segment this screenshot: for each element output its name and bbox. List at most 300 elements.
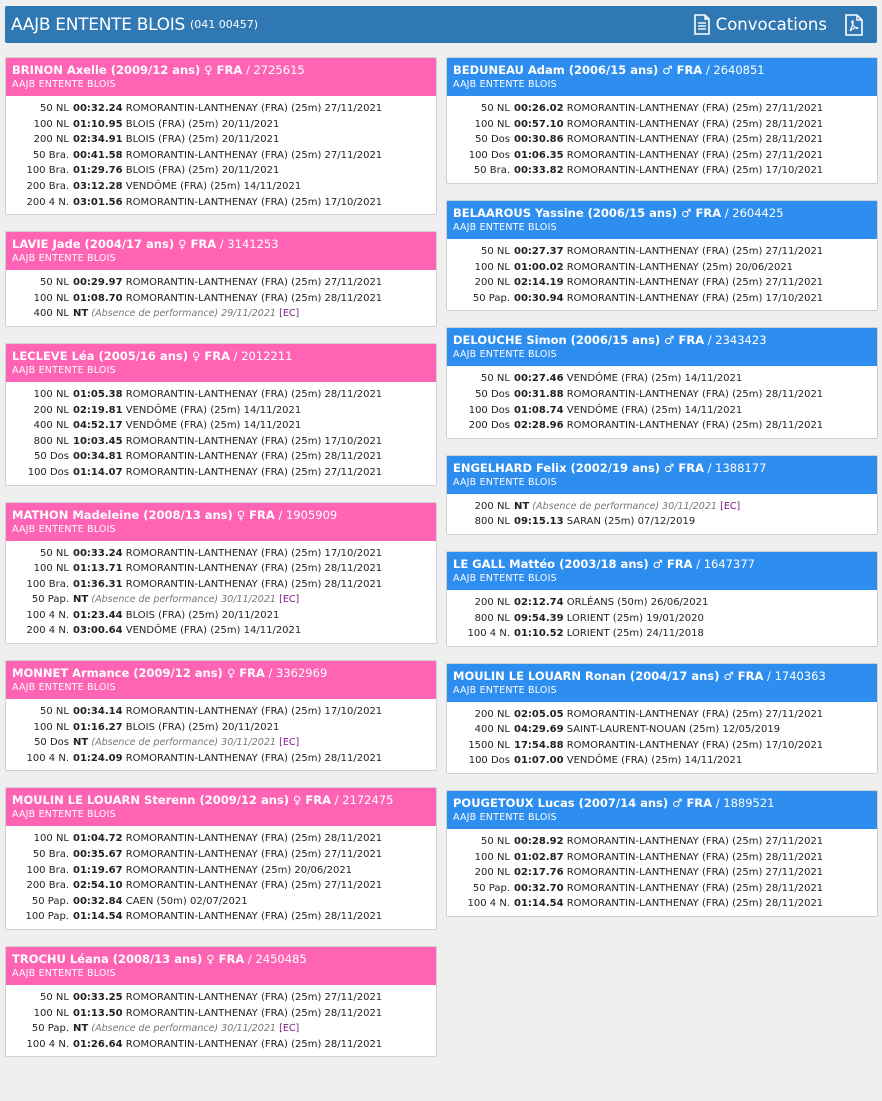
performance-row [6,403,436,419]
ec-tag: [EC] [279,308,300,320]
performance-time: 00:30.94 [514,292,564,304]
performance-place: ROMORANTIN-LANTHENAY (25m) 20/06/2021 [566,261,794,273]
swimmer-card [446,57,878,184]
performance-time: 01:10.52 [514,628,564,640]
event-name: 50 Dos [475,388,510,400]
event-name: 50 NL [40,706,69,718]
swimmer-card [446,200,878,311]
performance-row [447,418,877,434]
swimmer-name[interactable]: LAVIE Jade (2004/17 ans) ♀ FRA [12,237,217,252]
absence-note: (Absence de performance) 29/11/2021 [91,308,276,320]
performance-place: ROMORANTIN-LANTHENAY (FRA) (25m) 27/11/2021 [566,149,824,161]
event-name: 50 NL [481,103,510,114]
performance-time: 01:19.67 [73,864,123,876]
performance-row [6,132,436,148]
swimmer-name[interactable]: BRINON Axelle (2009/12 ans) ♀ FRA [12,63,243,77]
performance-place: ROMORANTIN-LANTHENAY (FRA) (25m) 27/11/2021 [566,867,824,879]
absence-note: (Absence de performance) 30/11/2021 [532,500,717,512]
event-name: 50 Pap. [31,895,69,907]
license-number: / 1647377 [692,556,755,571]
swimmer-club: AAJB ENTENTE BLOIS [12,79,116,90]
performance-time: NT [514,500,530,512]
performance-row [6,847,436,863]
performance-place: VENDÔME (FRA) (25m) 14/11/2021 [125,420,302,432]
performance-row [6,434,436,450]
performance-time: 01:36.31 [73,578,123,590]
performance-place: ROMORANTIN-LANTHENAY (25m) 20/06/2021 [125,864,353,876]
swimmer-header[interactable] [6,232,436,270]
performance-row [447,387,877,403]
performance-time: 00:30.86 [514,134,564,146]
performance-row [447,403,877,419]
swimmer-club: AAJB ENTENTE BLOIS [453,572,557,584]
swimmer-header[interactable] [447,552,877,590]
male-swimmers-column [446,57,878,933]
performance-time: 01:14.54 [73,911,123,923]
performance-list [6,382,436,485]
performance-place: ROMORANTIN-LANTHENAY (FRA) (25m) 27/11/2021 [125,103,383,114]
performance-time: 00:32.70 [514,882,564,894]
performance-place: ROMORANTIN-LANTHENAY (FRA) (25m) 27/11/2021 [566,836,824,848]
performance-list [447,366,877,437]
performance-place: LORIENT (25m) 24/11/2018 [566,628,704,640]
event-name: 800 NL [474,612,510,624]
event-name: 100 NL [474,261,510,273]
performance-time: 09:54.39 [514,612,564,624]
performance-list [6,541,436,644]
performance-row [447,101,877,117]
performance-time: 03:12.28 [73,180,123,192]
performance-place: ROMORANTIN-LANTHENAY (FRA) (25m) 27/11/2021 [125,849,383,861]
swimmer-name-line [453,332,871,348]
performance-place: CAEN (50m) 02/07/2021 [125,895,248,907]
pdf-icon[interactable] [845,14,863,36]
absence-note: (Absence de performance) 30/11/2021 [91,737,276,749]
performance-row [6,148,436,164]
event-name: 200 NL [474,867,510,879]
performance-time: 00:33.25 [73,992,123,1003]
swimmer-name[interactable]: DELOUCHE Simon (2006/15 ans) ♂ FRA [453,333,705,348]
performance-time: 02:34.91 [73,134,123,146]
performance-place: SAINT-LAURENT-NOUAN (25m) 12/05/2019 [566,724,781,736]
performance-time: 01:26.64 [73,1038,123,1050]
performance-place: ROMORANTIN-LANTHENAY (FRA) (25m) 28/11/2021 [125,451,383,463]
swimmer-header[interactable] [6,947,436,985]
performance-row [447,896,877,912]
event-name: 50 NL [40,103,69,114]
event-name: 100 NL [33,721,69,733]
performance-row [6,577,436,593]
swimmer-header[interactable] [6,503,436,541]
performance-time: 00:31.88 [514,388,564,400]
performance-place: ROMORANTIN-LANTHENAY (FRA) (25m) 17/10/2021 [566,165,824,177]
swimmer-card [446,327,878,438]
swimmer-header[interactable] [6,661,436,699]
performance-row [6,623,436,639]
event-name: 50 Bra. [473,165,510,177]
event-name: 100 Bra. [26,165,69,177]
swimmer-name-line [453,460,871,476]
performance-list [447,96,877,183]
performance-place: LORIENT (25m) 19/01/2020 [566,612,704,624]
swimmer-name[interactable]: LECLEVE Léa (2005/16 ans) ♀ FRA [12,348,231,363]
performance-place: ROMORANTIN-LANTHENAY (FRA) (25m) 28/11/2021 [566,898,824,910]
event-name: 100 NL [33,388,69,400]
performance-row [447,275,877,291]
performance-row [447,865,877,881]
performance-list [447,239,877,310]
performance-row [6,863,436,879]
performance-row [6,449,436,465]
swimmer-header[interactable] [447,791,877,829]
event-name: 100 NL [474,851,510,863]
performance-time: 01:07.00 [514,755,564,767]
license-number: / 1388177 [703,460,767,475]
event-name: 50 NL [481,836,510,848]
swimmer-name[interactable]: LE GALL Mattéo (2003/18 ans) ♂ FRA [453,556,693,571]
performance-time: 00:27.46 [514,373,564,385]
swimmer-name-line [12,236,430,252]
performance-row [6,1021,436,1037]
swimmer-club: AAJB ENTENTE BLOIS [453,812,557,824]
performance-row [447,834,877,850]
swimmer-card [5,57,437,215]
event-name: 100 4 N. [26,1038,69,1050]
event-name: 100 NL [33,118,69,130]
performance-place: ROMORANTIN-LANTHENAY (FRA) (25m) 17/10/2021 [566,739,824,751]
event-name: 50 Pap. [472,292,510,304]
performance-time: NT [73,594,89,606]
performance-row [6,306,436,322]
license-number: / 2450485 [244,952,307,966]
performance-time: 01:04.72 [73,833,123,845]
performance-row [447,850,877,866]
swimmer-card [446,663,878,774]
performance-place: BLOIS (FRA) (25m) 20/11/2021 [125,134,280,146]
license-number: / 2725615 [242,63,305,77]
performance-list [6,985,436,1056]
license-number: / 3362969 [264,666,328,681]
performance-time: NT [73,308,89,320]
swimmer-name[interactable]: MATHON Madeleine (2008/13 ans) ♀ FRA [12,507,275,522]
swimmer-name[interactable]: MOULIN LE LOUARN Sterenn (2009/12 ans) ♀ FRA [12,793,332,808]
license-number: / 2012211 [230,348,293,363]
club-header [5,6,877,43]
performance-place: ROMORANTIN-LANTHENAY (FRA) (25m) 17/10/2021 [125,706,383,718]
performance-time: 00:28.92 [514,836,564,848]
event-name: 400 NL [33,420,69,432]
performance-place: VENDÔME (FRA) (25m) 14/11/2021 [566,373,743,385]
event-name: 50 Dos [475,134,510,146]
performance-row [447,722,877,738]
swimmer-header[interactable] [6,788,436,826]
performance-row [447,881,877,897]
performance-place: ROMORANTIN-LANTHENAY (FRA) (25m) 28/11/2021 [125,563,383,575]
license-number: / 2172475 [331,793,394,808]
convocations-label: Convocations [715,15,827,34]
swimmer-card [5,946,437,1057]
event-name: 100 Bra. [26,578,69,590]
swimmer-name-line [453,668,871,684]
performance-place: ROMORANTIN-LANTHENAY (FRA) (25m) 17/10/2021 [125,435,383,447]
performance-place: SARAN (25m) 07/12/2019 [566,516,696,528]
performance-time: 00:29.97 [73,277,123,289]
performance-row [6,291,436,307]
event-name: 100 NL [33,833,69,845]
performance-time: 01:24.09 [73,752,123,764]
performance-list [447,702,877,773]
swimmer-card [5,787,437,930]
event-name: 200 NL [474,277,510,289]
performance-place: ROMORANTIN-LANTHENAY (FRA) (25m) 27/11/2021 [566,277,824,289]
swimmer-card [446,551,878,647]
swimmer-name[interactable]: TROCHU Léana (2008/13 ans) ♀ FRA [12,952,245,966]
license-number: / 1740363 [763,668,826,683]
performance-time: 04:29.69 [514,724,564,736]
license-number: / 3141253 [216,237,279,252]
performance-row [447,148,877,164]
performance-list [6,826,436,929]
swimmer-name[interactable]: POUGETOUX Lucas (2007/14 ans) ♂ FRA [453,796,713,811]
performance-time: 01:29.76 [73,165,123,177]
performance-row [6,894,436,910]
performance-row [447,244,877,260]
swimmer-name-line [12,507,430,523]
performance-row [447,707,877,723]
event-name: 50 Bra. [32,149,69,161]
performance-row [6,990,436,1006]
performance-list [6,699,436,770]
event-name: 50 NL [40,547,69,559]
swimmer-card [5,231,437,327]
swimmer-header[interactable] [6,58,436,96]
performance-place: VENDÔME (FRA) (25m) 14/11/2021 [566,755,743,767]
swimmer-header[interactable] [447,328,877,366]
performance-row [6,704,436,720]
performance-row [6,179,436,195]
swimmer-name[interactable]: MONNET Armance (2009/12 ans) ♀ FRA [12,666,265,681]
event-name: 50 Dos [34,737,69,749]
event-name: 100 Bra. [26,864,69,876]
event-name: 200 Bra. [26,880,69,892]
performance-place: ROMORANTIN-LANTHENAY (FRA) (25m) 28/11/2021 [125,1038,383,1050]
performance-row [447,132,877,148]
event-name: 100 NL [33,292,69,304]
event-name: 200 4 N. [26,196,69,208]
performance-place: ROMORANTIN-LANTHENAY (FRA) (25m) 27/11/2021 [566,708,824,720]
event-name: 200 NL [33,134,69,146]
license-number: / 1889521 [712,796,775,811]
ec-tag: [EC] [279,594,300,606]
performance-row [447,514,877,530]
document-icon [694,14,710,35]
swimmer-club: AAJB ENTENTE BLOIS [453,79,557,90]
performance-time: 01:08.70 [73,292,123,304]
event-name: 100 Dos [27,466,69,478]
performance-row [6,163,436,179]
swimmer-club: AAJB ENTENTE BLOIS [12,253,116,265]
swimmer-name-line [12,62,430,78]
performance-time: 00:32.84 [73,895,123,907]
event-name: 200 NL [474,500,510,512]
swimmer-club: AAJB ENTENTE BLOIS [453,476,557,488]
performance-place: VENDÔME (FRA) (25m) 14/11/2021 [566,404,743,416]
performance-place: ROMORANTIN-LANTHENAY (FRA) (25m) 28/11/2021 [125,1007,383,1019]
performance-time: 02:54.10 [73,880,123,892]
performance-time: 00:34.81 [73,451,123,463]
performance-place: ROMORANTIN-LANTHENAY (FRA) (25m) 28/11/2021 [566,118,824,130]
performance-time: 01:23.44 [73,609,123,621]
performance-row [6,418,436,434]
performance-place: ROMORANTIN-LANTHENAY (FRA) (25m) 27/11/2021 [125,149,383,161]
performance-row [447,611,877,627]
performance-time: 01:02.87 [514,851,564,863]
performance-row [447,738,877,754]
performance-place: ROMORANTIN-LANTHENAY (FRA) (25m) 27/11/2021 [125,466,383,478]
swimmer-name-line [12,951,430,967]
performance-place: BLOIS (FRA) (25m) 20/11/2021 [125,165,280,177]
performance-row [447,260,877,276]
performance-row [6,592,436,608]
event-name: 200 Bra. [26,180,69,192]
performance-time: 02:05.05 [514,708,564,720]
performance-row [6,546,436,562]
club-title: AAJB ENTENTE BLOIS [11,14,185,35]
performance-place: ROMORANTIN-LANTHENAY (FRA) (25m) 28/11/2021 [125,833,383,845]
performance-place: ROMORANTIN-LANTHENAY (FRA) (25m) 27/11/2021 [125,992,383,1003]
performance-list [447,494,877,534]
swimmer-header[interactable] [447,201,877,239]
event-name: 100 NL [474,118,510,130]
performance-time: 00:41.58 [73,149,123,161]
performance-row [447,291,877,307]
performance-time: 03:01.56 [73,196,123,208]
performance-place: ROMORANTIN-LANTHENAY (FRA) (25m) 28/11/2021 [566,134,824,146]
performance-time: 00:33.82 [514,165,564,177]
swimmer-name-line [453,795,871,811]
performance-time: 00:26.02 [514,103,564,114]
performance-place: ROMORANTIN-LANTHENAY (FRA) (25m) 17/10/2021 [566,292,824,304]
performance-time: 01:14.07 [73,466,123,478]
performance-time: 09:15.13 [514,516,564,528]
ec-tag: [EC] [279,737,300,749]
club-code: (041 00457) [189,18,259,31]
event-name: 100 NL [33,563,69,575]
swimmer-club: AAJB ENTENTE BLOIS [12,364,116,376]
event-name: 50 NL [481,373,510,385]
swimmer-name[interactable]: BEDUNEAU Adam (2006/15 ans) ♂ FRA [453,63,703,77]
performance-row [6,117,436,133]
event-name: 100 Dos [468,149,510,161]
performance-time: 00:57.10 [514,118,564,130]
performance-row [6,387,436,403]
swimmer-header[interactable] [6,344,436,382]
swimmer-card [446,790,878,917]
performance-time: 02:28.96 [514,420,564,432]
event-name: 50 Bra. [32,849,69,861]
performance-list [6,270,436,326]
performance-list [447,590,877,646]
event-name: 100 4 N. [467,898,510,910]
performance-time: 02:14.19 [514,277,564,289]
swimmer-header[interactable] [447,456,877,494]
swimmer-club: AAJB ENTENTE BLOIS [12,523,116,535]
event-name: 200 Dos [468,420,510,432]
swimmer-name[interactable]: BELAAROUS Yassine (2006/15 ans) ♂ FRA [453,205,722,220]
swimmer-card [5,343,437,486]
performance-row [6,831,436,847]
performance-time: 00:34.14 [73,706,123,718]
performance-place: ROMORANTIN-LANTHENAY (FRA) (25m) 28/11/2021 [566,388,824,400]
swimmer-header[interactable] [447,58,877,96]
convocations-button[interactable] [694,14,837,35]
performance-time: 02:19.81 [73,404,123,416]
performance-place: ROMORANTIN-LANTHENAY (FRA) (25m) 17/10/2021 [125,196,383,208]
license-number: / 2343423 [704,333,767,348]
performance-time: NT [73,1023,89,1035]
swimmer-club: AAJB ENTENTE BLOIS [12,682,116,694]
event-name: 200 NL [33,404,69,416]
performance-place: ORLÉANS (50m) 26/06/2021 [566,596,709,608]
performance-time: NT [73,737,89,749]
performance-row [6,878,436,894]
performance-row [6,1037,436,1053]
performance-time: 01:16.27 [73,721,123,733]
event-name: 50 Pap. [472,882,510,894]
performance-row [447,626,877,642]
swimmer-name[interactable]: ENGELHARD Felix (2002/19 ans) ♂ FRA [453,460,704,475]
performance-row [6,101,436,117]
swimmer-header[interactable] [447,664,877,702]
performance-place: ROMORANTIN-LANTHENAY (FRA) (25m) 28/11/2021 [566,882,824,894]
performance-list [447,829,877,916]
performance-time: 04:52.17 [73,420,123,432]
event-name: 200 NL [474,596,510,608]
performance-place: ROMORANTIN-LANTHENAY (FRA) (25m) 28/11/2021 [125,292,383,304]
event-name: 800 NL [33,435,69,447]
performance-row [6,275,436,291]
swimmer-name-line [453,62,871,78]
performance-row [447,117,877,133]
event-name: 50 Pap. [31,1023,69,1035]
event-name: 100 Dos [468,404,510,416]
performance-time: 01:00.02 [514,261,564,273]
performance-place: ROMORANTIN-LANTHENAY (FRA) (25m) 28/11/2021 [125,388,383,400]
performance-place: ROMORANTIN-LANTHENAY (FRA) (25m) 17/10/2021 [125,547,383,559]
event-name: 200 NL [474,708,510,720]
performance-row [6,909,436,925]
event-name: 100 Pap. [25,911,69,923]
swimmer-club: AAJB ENTENTE BLOIS [453,684,557,696]
absence-note: (Absence de performance) 30/11/2021 [91,1023,276,1035]
performance-place: ROMORANTIN-LANTHENAY (FRA) (25m) 28/11/2021 [566,420,824,432]
swimmer-name[interactable]: MOULIN LE LOUARN Ronan (2004/17 ans) ♂ FRA [453,668,764,683]
performance-time: 01:06.35 [514,149,564,161]
performance-place: VENDÔME (FRA) (25m) 14/11/2021 [125,625,302,637]
performance-place: ROMORANTIN-LANTHENAY (FRA) (25m) 27/11/2021 [125,277,383,289]
performance-place: ROMORANTIN-LANTHENAY (FRA) (25m) 27/11/2021 [125,880,383,892]
performance-time: 00:33.24 [73,547,123,559]
performance-time: 00:27.37 [514,245,564,257]
performance-place: ROMORANTIN-LANTHENAY (FRA) (25m) 27/11/2021 [566,245,824,257]
event-name: 50 NL [481,245,510,257]
performance-time: 02:17.76 [514,867,564,879]
absence-note: (Absence de performance) 30/11/2021 [91,594,276,606]
ec-tag: [EC] [720,500,741,512]
ec-tag: [EC] [279,1023,300,1035]
performance-time: 00:32.24 [73,103,123,114]
performance-row [6,1006,436,1022]
